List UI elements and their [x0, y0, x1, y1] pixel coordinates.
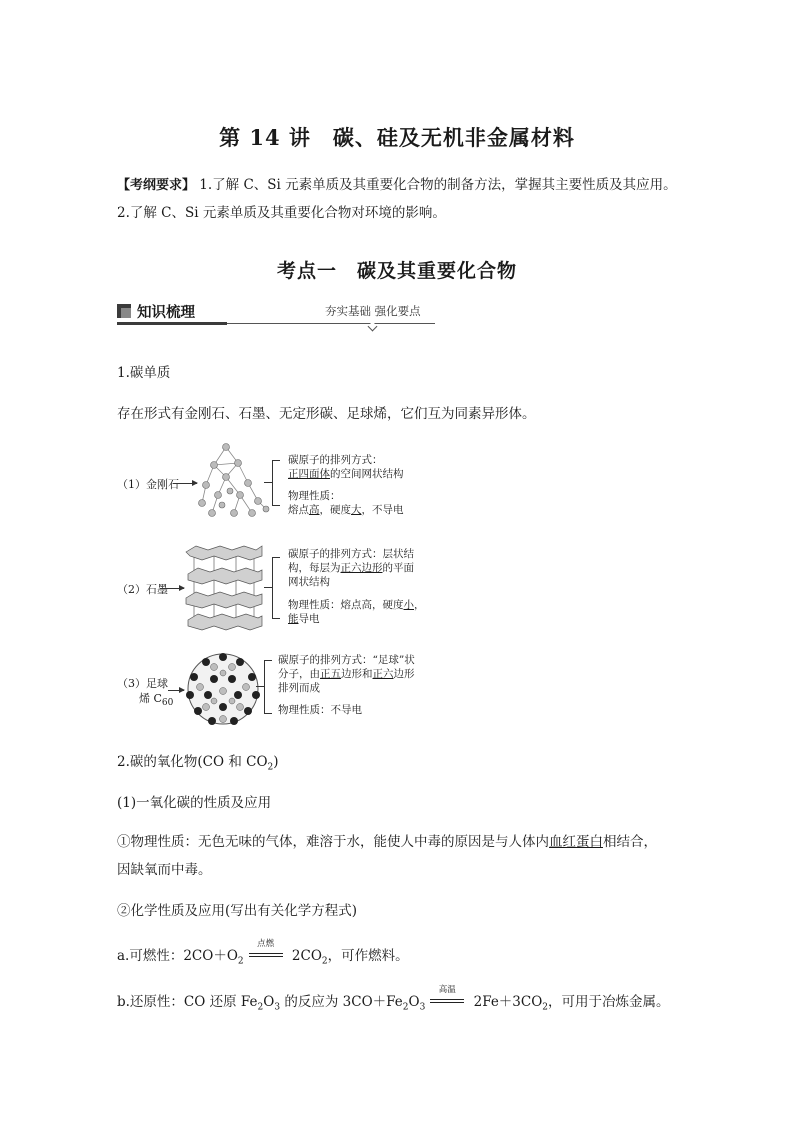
fullerene-label-line-1: （3）足球 [117, 677, 168, 690]
requirement-line-1 [117, 173, 677, 193]
arrow-icon [160, 588, 184, 589]
knowledge-bar-subtitle: 夯实基础 强化要点 [325, 304, 421, 318]
fullerene-line-2b: 正五 [320, 668, 341, 680]
co-reduction [117, 985, 670, 1013]
co-physical-b: 相结合， [603, 834, 657, 850]
graphite-prop-c: ， [414, 599, 425, 611]
divider-accent [117, 322, 227, 325]
fullerene-label [117, 676, 173, 711]
co-reduction-d: O [408, 994, 420, 1010]
diamond-arrangement [288, 453, 404, 481]
oxides-heading-b: ) [273, 754, 279, 770]
co-reduction-s4: 3 [419, 1002, 426, 1013]
equals-line [430, 999, 464, 1000]
graphite-line-2c: 的平面 [382, 562, 414, 574]
diamond-prop-b: 高 [309, 504, 320, 516]
diamond-label: （1）金刚石 [117, 478, 179, 491]
carbon-heading: 1.碳单质 [117, 365, 171, 381]
co-combustion-sub: 2 [237, 956, 244, 967]
co-reduction-a: b.还原性：CO 还原 Fe [117, 994, 258, 1010]
carbon-intro: 存在形式有金刚石、石墨、无定形碳、足球烯，它们互为同素异形体。 [117, 406, 536, 422]
graphite-prop-d: 能 [288, 613, 299, 625]
equals-line [249, 953, 283, 954]
oxides-heading-a: 2.碳的氧化物(CO 和 CO [117, 754, 268, 770]
brace-tick [256, 686, 264, 687]
fullerene-line-2 [278, 667, 415, 681]
co-heading: (1)一氧化碳的性质及应用 [117, 795, 272, 811]
diamond-arrangement-value: 正四面体 [288, 468, 330, 480]
co-reduction-s3: 2 [402, 1002, 409, 1013]
graphite-label: （2）石墨 [117, 583, 168, 596]
fullerene-property: 物理性质：不导电 [278, 704, 362, 716]
fullerene-label-line-2 [117, 691, 173, 711]
co-physical-u: 血红蛋白 [549, 834, 603, 850]
diamond-property-label: 物理性质： [288, 490, 341, 502]
reaction-condition-label: 高温 [438, 985, 456, 995]
graphite-line-2a: 构，每层为 [288, 562, 341, 574]
diamond-arrangement-detail [288, 467, 404, 481]
fullerene-structure-image [184, 651, 262, 727]
brace-icon [264, 660, 272, 714]
brace-tick [264, 587, 272, 588]
brace-icon [272, 460, 280, 506]
fullerene-line-1: 碳原子的排列方式：“足球”状 [278, 654, 415, 666]
diamond-prop-d: 大 [351, 504, 362, 516]
fullerene-line-2e: 边形 [393, 668, 415, 680]
requirement-line-2: 2.了解 C、Si 元素单质及其重要化合物对环境的影响。 [117, 205, 446, 221]
oxides-heading [117, 750, 279, 773]
section-title: 考点一 碳及其重要化合物 [276, 260, 517, 282]
fullerene-line-2a: 分子，由 [278, 668, 320, 680]
diamond-structure-image [196, 437, 270, 521]
graphite-property-2 [288, 612, 425, 626]
co-reduction-f: ，可用于冶炼金属。 [548, 994, 670, 1010]
graphite-line-1: 碳原子的排列方式：层状结 [288, 548, 414, 560]
co-reduction-e: 2Fe＋3CO [469, 994, 543, 1010]
graphite-line-2 [288, 561, 414, 575]
oxides-heading-sub: 2 [267, 762, 274, 773]
arrow-icon [173, 483, 197, 484]
graphite-property [288, 598, 425, 626]
diamond-arrangement-label: 碳原子的排列方式： [288, 454, 383, 466]
square-icon [117, 304, 131, 318]
page-title: 第 14 讲 碳、硅及无机非金属材料 [219, 125, 575, 150]
reaction-condition [247, 939, 285, 962]
co-reduction-b: O [263, 994, 275, 1010]
diamond-prop-c: ，硬度 [319, 504, 351, 516]
fullerene-line-2c: 边形和 [341, 668, 373, 680]
diamond-property-detail [288, 503, 404, 517]
diamond-prop-a: 熔点 [288, 504, 309, 516]
brace-tick [264, 482, 272, 483]
co-combustion-sub2: 2 [321, 956, 328, 967]
co-combustion [117, 939, 409, 967]
co-chemical-heading: ②化学性质及应用(写出有关化学方程式) [117, 903, 358, 919]
arrow-icon [168, 690, 184, 691]
co-combustion-b: 2CO [287, 948, 322, 964]
co-reduction-s1: 2 [257, 1002, 264, 1013]
reaction-condition [428, 985, 466, 1008]
co-physical-a: ①物理性质：无色无味的气体，难溶于水，能使人中毒的原因是与人体内 [117, 834, 549, 850]
co-physical-line-2: 因缺氧而中毒。 [117, 862, 212, 878]
fullerene-arrangement [278, 653, 415, 695]
requirement-tag: 【考纲要求】 [117, 178, 196, 193]
graphite-line-3: 网状结构 [288, 576, 330, 588]
brace-icon [272, 557, 280, 619]
diamond-arrangement-rest: 的空间网状结构 [330, 468, 404, 480]
knowledge-bar [117, 301, 435, 325]
equals-line [249, 956, 283, 957]
fullerene-label-text: 烯 C [139, 692, 162, 705]
diamond-prop-e: ，不导电 [361, 504, 404, 516]
fullerene-line-2d: 正六 [372, 668, 394, 680]
co-physical-line-1 [117, 830, 657, 850]
graphite-prop-e: 导电 [298, 613, 320, 625]
graphite-prop-b: 小 [403, 599, 414, 611]
reaction-condition-label: 点燃 [257, 939, 275, 949]
fullerene-line-3: 排列而成 [278, 682, 320, 694]
graphite-property-1 [288, 598, 425, 612]
equals-line [430, 1002, 464, 1003]
co-combustion-a: a.可燃性：2CO＋O [117, 948, 238, 964]
diamond-property [288, 489, 404, 517]
fullerene-label-sub: 60 [161, 698, 174, 709]
co-reduction-s2: 3 [274, 1002, 281, 1013]
graphite-structure-image [184, 542, 264, 634]
requirement-text-1: 1.了解 C、Si 元素单质及其重要化合物的制备方法，掌握其主要性质及其应用。 [195, 177, 677, 193]
graphite-prop-a: 物理性质：熔点高，硬度 [288, 599, 404, 611]
graphite-line-2b: 正六边形 [340, 562, 383, 574]
knowledge-bar-title: 知识梳理 [137, 305, 195, 321]
graphite-arrangement [288, 547, 414, 589]
co-combustion-c: ，可作燃料。 [327, 948, 409, 964]
co-reduction-c: 的反应为 3CO＋Fe [280, 994, 403, 1010]
co-reduction-s5: 2 [542, 1002, 549, 1013]
